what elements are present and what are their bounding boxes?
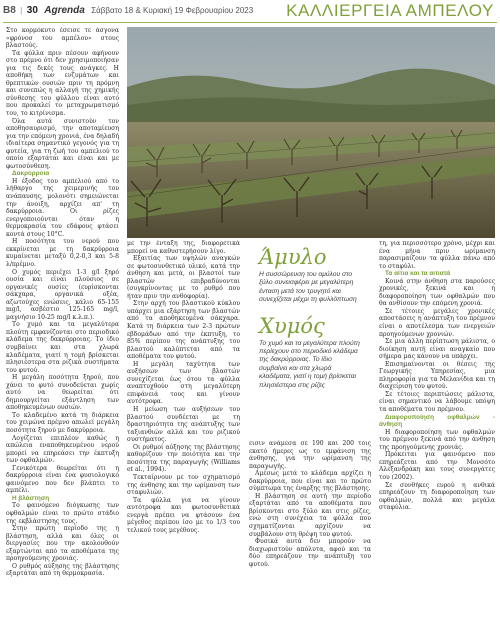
paragraph: Σε συνθήκες ευρού η ανθικά επηρεάζουν τη διαφοροποίηση των οφθαλμών, πολλά και μεγάλα σταφύλια.: [379, 481, 495, 512]
paragraph: εισιν ανάμεσα σε 190 και 200 τοις εκατό ήμερες ως το εμφάνιση της άνθησης, για την ωρίμανση της παραγωγής.: [249, 440, 371, 470]
page-number: 30: [26, 5, 38, 16]
pull-quote-keyword: Χυμός: [259, 313, 325, 338]
vineyard-photo: [127, 27, 495, 238]
paragraph: Η μεγάλη ποσότητα ξηρού, που χάνει το φυτό συνοδεύεται χωρίς αυτό να θεωρείται ότι δημιουργείται εξάντληση των αποθηκευμένων ουσιών.: [6, 374, 119, 412]
paragraph: Κοινά στην άνθηση στα παρούσες χρονικές, ξεκινά και η διαφοροποίηση των οφθαλμών που θα ανθίσουν την επόμενη χρονιά.: [379, 277, 495, 308]
pull-quote-keyword: Άμυλο: [259, 245, 327, 269]
article-column-1: [6, 27, 119, 617]
paragraph: Τεκταίρνουν με τον σχηματισμό της άνθησης και την ωρίμανση των σταφυλιών.: [127, 473, 240, 497]
paragraph: Αμέσως μετά το κλάδεμα αρχίζει η δακρύρροια, που είναι και το πρώτο σύμπτωμα της έναρξης της βλάστησης.: [249, 470, 371, 493]
paragraph: Σε μια άλλη περίπτωση μάλιστα, ο διοίκηση αυτή είναι αναγκαίο που σήμερα μας κάνουν να υπάρχει.: [379, 338, 495, 361]
header-separator: |: [20, 5, 23, 15]
pull-quote-text: Το χυμό και τα μεγαλύτερα πλούτη περίεχουν στο περιοδικό κλάδεμα της δακρύρροιας. Το ίδιο συμβαίνει και στα χλωρά κλαδέματα, γιατί η τομή βρίσκεται πλησιέστερα στις ρίζες: [259, 339, 360, 389]
paragraph: Στην πρώτη περίοδο της η βλάστηση, αλλά και όλες οι διεργασίες που την ακολουθούν εξαρτώνται από τα αποθέματα της προηγούμενης χρονιάς.: [6, 525, 119, 563]
page-code: B8: [3, 5, 16, 16]
page-header: [0, 0, 500, 26]
paragraph: Σε τέτοιες περιπτώσεις μάλιστα, είναι σημαντικό να λάβουμε υπόψη τα αποθέματα του πρέμνου.: [379, 390, 495, 414]
paragraph: Το χυμό και τα μεγαλύτερα πλούτη εμφανίζονται στο περιοδικό κλάδεμα της δακρύρροιας. Το ίδιο συμβαίνει και στα χλωρά κλαδέματα, γιατί η τομή βρίσκεται πλησιέστερα στα ριζικά συστήματα του φυτού.: [6, 321, 119, 374]
paragraph: Η διαφοροποίηση των οφθαλμών του πρέμνου ξεκινά από την άνθηση της προηγούμενης χρονιάς.: [379, 428, 495, 451]
subheading-aitia: Τα αίτια και τα αιτιατά: [385, 270, 451, 278]
pull-quote-text: Η συσσώρευση του αμύλου στο ξύλο συνεισφέρει με μεγαλύτερη ένταση μετά τον τρυγητό και συνεχίζεται μέχρι τη φυλλόπτωση: [259, 271, 357, 304]
paragraph: Η ποσότητα του νερού που εκκρίνεται με τη δακρύρροια κυμαίνεται μεταξύ 0,2-0,3 και 5-8 λ/πρέμνο.: [6, 238, 119, 268]
paragraph: Η μείωση των αυξήσεων του βλαστού συνδέεται με τη δραστηριότητα της ανάπτυξης των ταξιανθιών αλλά και του ριζικού συστήματος.: [127, 406, 240, 444]
paragraph: Το κλαδεμένο κατά τη διάρκεια του χειμώνα πρέμνο απωλεί μεγάλη ποσότητα ξηρού με δακρύρροια.: [6, 411, 119, 434]
paragraph: Οι ρυθμοί αύξησης της βλάστησης καθορίζουν την ποιότητα και την ποσότητα της παραγωγής (Williams et al., 1994).: [127, 443, 240, 474]
subheading-dakryrroia: Δακρύρροια: [12, 170, 50, 178]
header-meta: [3, 5, 253, 16]
subheading-vlastisi: Η βλάστηση: [12, 494, 50, 502]
article-column-2: [127, 240, 240, 617]
header-rule: [3, 22, 497, 23]
paragraph: Τα φύλλα πριν πέσουν αφήνουν στο πρέμνο ότι δεν χρησιμοποιήσαν για τις δικές τους ανάγκες. Η αποθήκη των ενζυμάτων και θρεπτικών ουσιών πριν τη πρόμνη και συνεπώς η αλλαγή της χημικής σύνθεσης του φύλλου είναι αυτό που προκαλεί το μεταχρωματισμό του, το κιτρίνισμα.: [6, 49, 119, 118]
brand-name: Agrenda: [44, 5, 85, 16]
paragraph: Η έξοδος του αμπελιού από το λήθαργο της χειμερινής του ανάπαυσης, μολονότι σημειώνεται την άνοιξη, αρχίζει απ' τη δακρύρροια. Οι ρίζες ενεργοποιούνται όταν η θερμοκρασία του εδάφους φτάσει κοντά στους 10°C.: [6, 177, 119, 238]
paragraph: Στην αρχή του βλαστικού κύκλου υπάρχει μια εξάρτηση των βλαστών από τα αποθηκευμένα σάκχαρα. Κατά τη διάρκεια των 2-3 πρώτων εβδομάδων από την έκπτυξη, το 85% περίπου της ανάπτυξης του βλαστού καλύπτεται από τα αποθέματα του φυτού.: [127, 300, 240, 361]
paragraph: Σε τέτοιες μεγάλες χρονικές αποστάσεις η ανάπτυξη του πρέμνου είναι ο αποτέλεσμα των ενεργειών προηγούμενων χρονιών.: [379, 307, 495, 338]
paragraph: Πρόκειται για φαινόμενο που επηρεάζεται από την Μονσότο Αλεξανδράκη και τους συνεργάτες του (2002).: [379, 451, 495, 481]
paragraph: Εξαιτίας των υψηλών αναγκών σε φωτοσυνθετικό υλικό, κατά την άνθηση και μετά, οι βλαστοί των βλαστών επιβραδύνονται (συγκρίνοντας με το ρυθμό που ήταν πριν την ανθοφορία).: [127, 255, 240, 300]
paragraph: Ο ρυθμός αύξησης της βλάστησης εξαρτάται από τη θερμοκρασία.: [6, 562, 119, 578]
article-column-4: [379, 240, 495, 617]
article-column-3: [249, 440, 371, 617]
paragraph: Λογίζεται επιπλέον καθώς η απώλεια εναποθηκευμένου νερού μπορεί να επηρεάσει την έκπτυξη των οφθαλμών.: [6, 434, 119, 465]
paragraph: Στο κορμόκυτο έσεισε τε άσγονα «φρόνοσ του αμπέλου» στους βλαστούς.: [6, 27, 119, 50]
vineyard-illustration: [127, 27, 495, 238]
paragraph: Όλα αυτά συνιστούν τον αποθησαυρισμό, την αποταμίευση για την επόμενη χρονιά, ένα δηλαδή ιδιαίτερα σημαντικό γεγονός για τη φυτεία, για τη ζωή του αμπελιού το οποίο εξαρτάται και είναι και με φωτοσύνθεση.: [6, 117, 119, 170]
paragraph: Ο χυμός περιέχει 1-3 g/l ξηρό ουσία και είναι πλούσιος σε οργανικές ουσίες (ευρίσκονται σάκχαρα, οργανικά οξέα, αζωτούχες ενώσεις, κάλιο 65-155 mg/l, ασβέστιο 125-165 mg/l, μαγνήσιο 10-25 mg/l κ.λ.π.).: [6, 268, 119, 321]
subheading-diaforopoiisi: Διαφοροποίηση οφθαλμών - άνθηση: [379, 413, 495, 429]
paragraph: Τα φύλλα για να γίνουν αυτότροφα και φωτοσυνθετικά ενεργά πρέπει να φτάσουν ένα μέγεθος περίπου ίσο με το 1/3 του τελικού τους μεγέθους.: [127, 496, 240, 534]
paragraph: με την ένταξη της, διαφορετικά μπορεί να καθυστερήσουν λίγο.: [127, 240, 240, 255]
paragraph: Επισημαίνονται οι θέσεις της Γεωργικής Υπηρεσίας, μια πληροφορία για τα Μελανίδια και τη διαχείριση του φυτού.: [379, 360, 495, 391]
paragraph: τη, για περισσότερο χρόνο, μέχρι και ένα μήνα πριν ωρίμανση παρασιμαίζουν τα φύλλα πάνω από το σταφύλι.: [379, 240, 495, 270]
paragraph: Η βλάστηση σε αυτή την περίοδο εξαρτάται από τα αποθέματα που βρίσκονται στο ξύλο και στις ρίζες, ενώ στη συνέχεια τα φύλλα που σχηματίζονται αρχίζουν να συμβάλουν στη θρέψη του φυτού.: [249, 492, 371, 538]
section-title: ΚΑΛΛΙΕΡΓΕΙΑ ΑΜΠΕΛΟΥ: [286, 1, 494, 20]
issue-date: Σάββατο 18 & Κυριακή 19 Φεβρουαρίου 2023: [91, 6, 254, 15]
paragraph: Το φαινόμενο διόγκωσης των οφθαλμών είναι το πρώτο στάδιο της εκβλάστησης τους.: [6, 502, 119, 525]
paragraph: Η μεγάλη ταχύτητα των αυξήσεων των βλαστών συνεχίζεται έως ότου τα φύλλα αναπτυχθούν στη μεγαλύτερη επιφάνειά τους και γίνουν αυτότροφα.: [127, 360, 240, 406]
paragraph: Γενικότερα θεωρείται ότι η δακρύρροια είναι ένα φυσιολογικό φαινόμενο που δεν βλάπτει το αμπέλι.: [6, 464, 119, 495]
pull-quote-box: [249, 238, 371, 438]
paragraph: Φυσικά αυτά δεν μπορούν να διαχωριστούν απόλυτα, αφού και τα δύο επηρεάζουν την ανάπτυξη του φυτού.: [249, 538, 371, 568]
